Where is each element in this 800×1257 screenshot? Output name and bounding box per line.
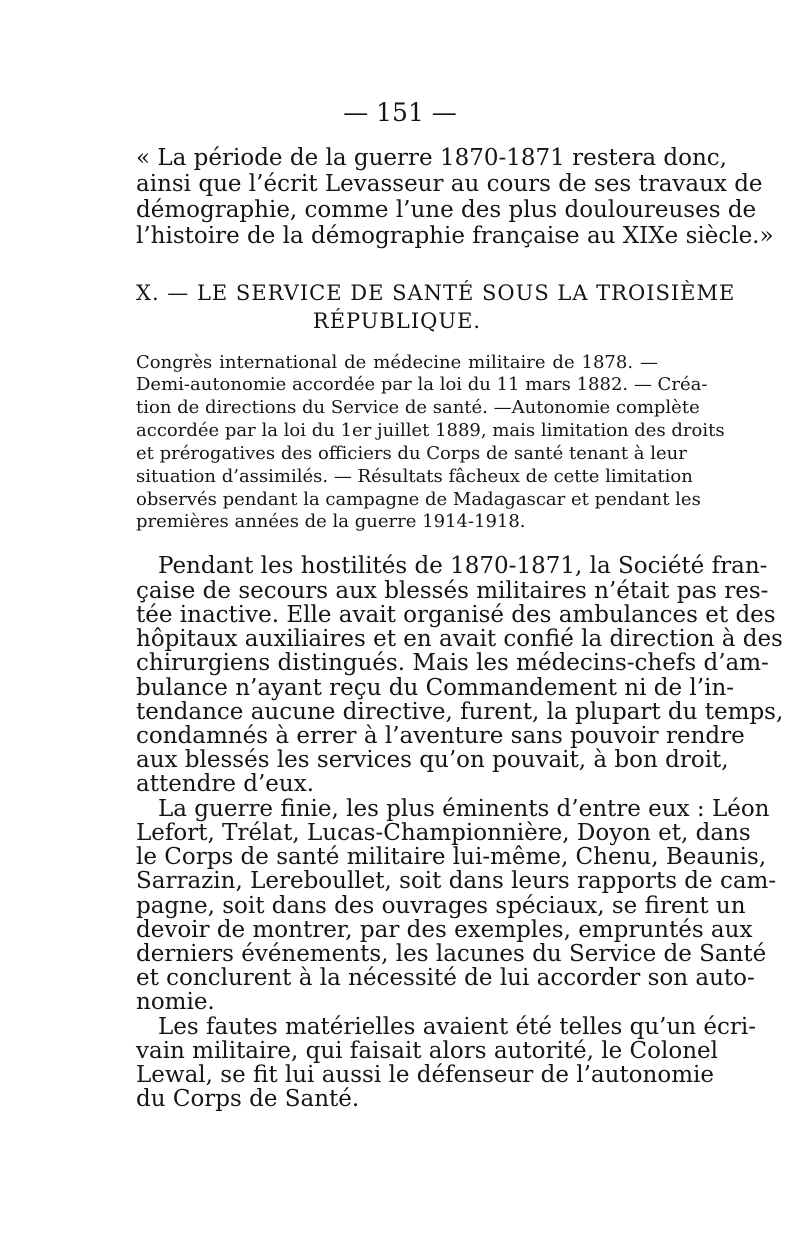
body-line: çaise de secours aux blessés militaires n’était pas res- bbox=[136, 578, 769, 604]
body-line: bulance n’ayant reçu du Commandement ni de l’in- bbox=[136, 675, 735, 701]
body-line: tendance aucune directive, furent, la plupart du temps, bbox=[136, 699, 784, 725]
body-line: Les fautes matérielles avaient été telles qu’un écri- bbox=[158, 1014, 756, 1040]
body-line: chirurgiens distingués. Mais les médecins-chefs d’am- bbox=[136, 650, 769, 676]
summary-line: premières années de la guerre 1914-1918. bbox=[136, 511, 526, 532]
body-line: hôpitaux auxiliaires et en avait confié la direction à des bbox=[136, 626, 783, 652]
summary-line: tion de directions du Service de santé. —Autonomie complète bbox=[136, 397, 700, 418]
body-line: condamnés à errer à l’aventure sans pouvoir rendre bbox=[136, 723, 745, 749]
heading-line: X. — LE SERVICE DE SANTÉ SOUS LA TROISIÈME bbox=[136, 281, 736, 305]
page-number: — 151 — bbox=[343, 98, 457, 127]
body-line: La guerre finie, les plus éminents d’entre eux : Léon bbox=[158, 796, 770, 822]
summary-line: et prérogatives des officiers du Corps de santé tenant à leur bbox=[136, 443, 687, 464]
heading-line: RÉPUBLIQUE. bbox=[312, 309, 482, 333]
summary-line: observés pendant la campagne de Madagascar et pendant les bbox=[136, 489, 701, 510]
summary-line: situation d’assimilés. — Résultats fâcheux de cette limitation bbox=[136, 466, 693, 487]
quote-line: l’histoire de la démographie française au XIXe siècle.» bbox=[136, 223, 774, 249]
body-line: attendre d’eux. bbox=[136, 771, 315, 797]
summary-line: Demi-autonomie accordée par la loi du 11 mars 1882. — Créa- bbox=[136, 374, 708, 395]
body-line: Lefort, Trélat, Lucas-Championnière, Doyon et, dans bbox=[136, 820, 751, 846]
summary-line: accordée par la loi du 1er juillet 1889, mais limitation des droits bbox=[136, 420, 725, 441]
body-line: pagne, soit dans des ouvrages spéciaux, se firent un bbox=[136, 893, 746, 919]
body-line: nomie. bbox=[136, 989, 215, 1015]
body-line: vain militaire, qui faisait alors autorité, le Colonel bbox=[136, 1038, 718, 1064]
body-line: derniers événements, les lacunes du Service de Santé bbox=[136, 941, 767, 967]
body-line: et conclurent à la nécessité de lui accorder son auto- bbox=[136, 965, 755, 991]
body-line: tée inactive. Elle avait organisé des ambulances et des bbox=[136, 602, 776, 628]
body-line: Sarrazin, Lereboullet, soit dans leurs rapports de cam- bbox=[136, 868, 777, 894]
quote-line: démographie, comme l’une des plus douloureuses de bbox=[136, 197, 757, 223]
body-line: devoir de montrer, par des exemples, empruntés aux bbox=[136, 917, 753, 943]
body-line: aux blessés les services qu’on pouvait, à bon droit, bbox=[136, 747, 729, 773]
body-line: Pendant les hostilités de 1870-1871, la Société fran- bbox=[158, 553, 768, 579]
body-line: du Corps de Santé. bbox=[136, 1086, 360, 1112]
summary-line: Congrès international de médecine militaire de 1878. — bbox=[136, 352, 658, 373]
body-line: le Corps de santé militaire lui-même, Chenu, Beaunis, bbox=[136, 844, 767, 870]
quote-line: ainsi que l’écrit Levasseur au cours de ses travaux de bbox=[136, 171, 763, 197]
body-line: Lewal, se fit lui aussi le défenseur de l’autonomie bbox=[136, 1062, 714, 1088]
quote-line: « La période de la guerre 1870-1871 restera donc, bbox=[136, 145, 727, 171]
